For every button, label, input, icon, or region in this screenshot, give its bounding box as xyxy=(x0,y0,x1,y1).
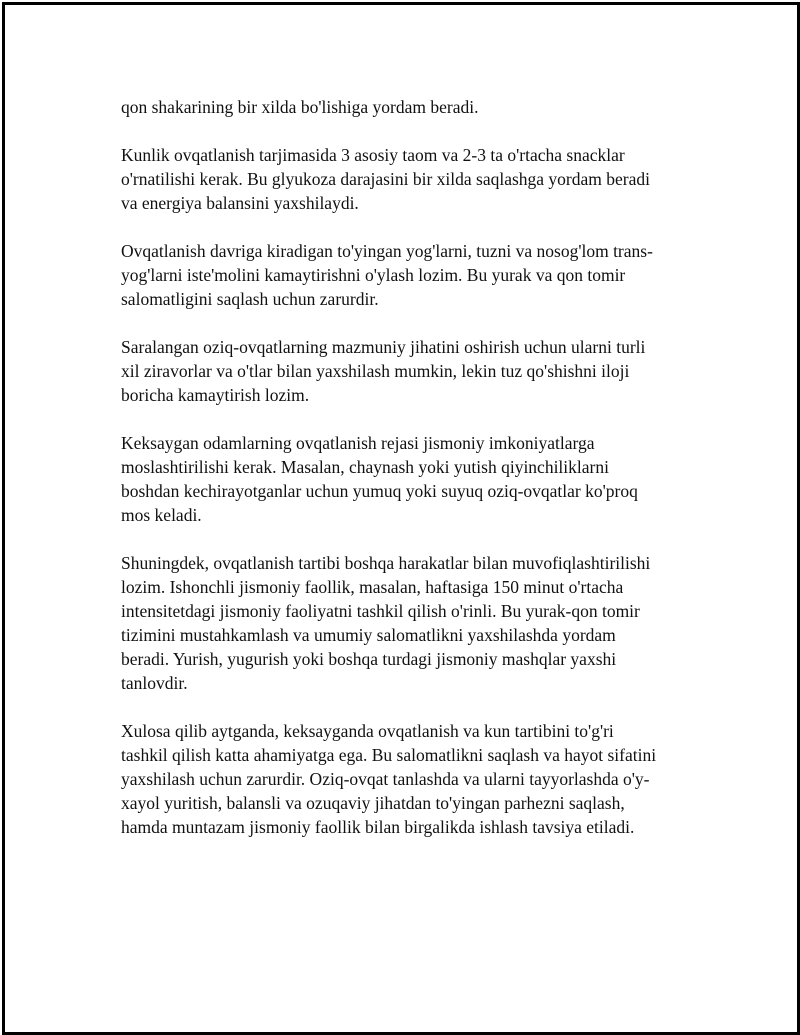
text-line: tizimini mustahkamlash va umumiy salomatlikni yaxshilashda yordam xyxy=(121,625,616,645)
text-line: tanlovdir. xyxy=(121,673,188,693)
text-line: lozim. Ishonchli jismoniy faollik, masalan, haftasiga 150 minut o'rtacha xyxy=(121,577,624,597)
text-line: Xulosa qilib aytganda, keksayganda ovqatlanish va kun tartibini to'g'ri xyxy=(121,721,614,741)
text-line: beradi. Yurish, yugurish yoki boshqa turdagi jismoniy mashqlar yaxshi xyxy=(121,649,617,669)
paragraph-2 xyxy=(121,143,701,215)
text-line: mos keladi. xyxy=(121,505,202,525)
text-line: va energiya balansini yaxshilaydi. xyxy=(121,193,359,213)
text-line: tashkil qilish katta ahamiyatga ega. Bu salomatlikni saqlash va hayot sifatini xyxy=(121,745,657,765)
paragraph-5 xyxy=(121,431,701,527)
paragraph-3 xyxy=(121,239,701,311)
page-frame xyxy=(2,2,800,1035)
text-line: Shuningdek, ovqatlanish tartibi boshqa harakatlar bilan muvofiqlashtirilishi xyxy=(121,553,651,573)
text-line: xayol yuritish, balansli va ozuqaviy jihatdan to'yingan parhezni saqlash, xyxy=(121,793,625,813)
text-line: salomatligini saqlash uchun zarurdir. xyxy=(121,289,379,309)
text-line: Ovqatlanish davriga kiradigan to'yingan yog'larni, tuzni va nosog'lom trans- xyxy=(121,241,653,261)
text-line: qon shakarining bir xilda bo'lishiga yordam beradi. xyxy=(121,97,479,117)
text-line: yog'larni iste'molini kamaytirishni o'ylash lozim. Bu yurak va qon tomir xyxy=(121,265,626,285)
paragraph-6 xyxy=(121,551,701,695)
text-line: boricha kamaytirish lozim. xyxy=(121,385,310,405)
document-body xyxy=(121,95,701,863)
text-line: Kunlik ovqatlanish tarjimasida 3 asosiy taom va 2-3 ta o'rtacha snacklar xyxy=(121,145,625,165)
paragraph-1 xyxy=(121,95,701,119)
text-line: intensitetdagi jismoniy faoliyatni tashkil qilish o'rinli. Bu yurak-qon tomir xyxy=(121,601,640,621)
paragraph-4 xyxy=(121,335,701,407)
text-line: xil ziravorlar va o'tlar bilan yaxshilash mumkin, lekin tuz qo'shishni iloji xyxy=(121,361,630,381)
text-line: boshdan kechirayotganlar uchun yumuq yoki suyuq oziq-ovqatlar ko'proq xyxy=(121,481,638,501)
paragraph-7 xyxy=(121,719,701,839)
text-line: hamda muntazam jismoniy faollik bilan birgalikda ishlash tavsiya etiladi. xyxy=(121,817,635,837)
text-line: yaxshilash uchun zarurdir. Oziq-ovqat tanlashda va ularni tayyorlashda o'y- xyxy=(121,769,650,789)
text-line: Keksaygan odamlarning ovqatlanish rejasi jismoniy imkoniyatlarga xyxy=(121,433,595,453)
text-line: Saralangan oziq-ovqatlarning mazmuniy jihatini oshirish uchun ularni turli xyxy=(121,337,646,357)
text-line: o'rnatilishi kerak. Bu glyukoza darajasini bir xilda saqlashga yordam beradi xyxy=(121,169,650,189)
text-line: moslashtirilishi kerak. Masalan, chaynash yoki yutish qiyinchiliklarni xyxy=(121,457,609,477)
